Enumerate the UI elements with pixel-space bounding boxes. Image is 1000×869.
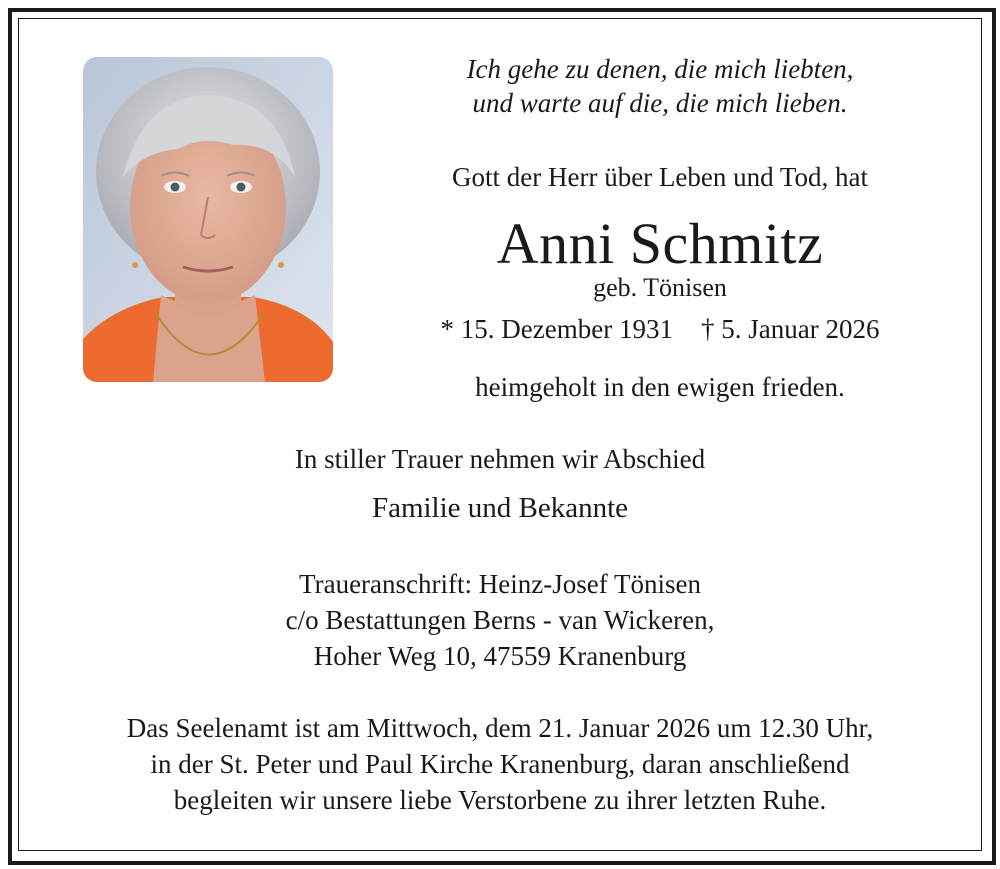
birth-name: geb. Tönisen [593, 273, 727, 302]
intro-text: Gott der Herr über Leben und Tod, hat [452, 162, 868, 192]
service-line: Das Seelenamt ist am Mittwoch, dem 21. Januar 2026 um 12.30 Uhr, [126, 713, 874, 743]
family-signature: Familie und Bekannte [371, 492, 629, 524]
memorial-poem [360, 52, 960, 120]
address-line: Hoher Weg 10, 47559 Kranenburg [313, 641, 687, 671]
mourning-line: In stiller Trauer nehmen wir Abschied [294, 444, 706, 474]
address-line: Traueranschrift: Heinz-Josef Tönisen [299, 569, 701, 599]
address-line: c/o Bestattungen Berns - van Wickeren, [285, 605, 715, 635]
portrait-photo [83, 57, 333, 382]
service-info [20, 710, 980, 818]
birth-date: * 15. Dezember 1931 [440, 314, 673, 344]
poem-line: und warte auf die, die mich lieben. [472, 88, 848, 118]
outro-text: heimgeholt in den ewigen frieden. [475, 372, 845, 402]
deceased-name: Anni Schmitz [496, 211, 824, 276]
service-line: begleiten wir unsere liebe Verstorbene zu ihrer letzten Ruhe. [173, 785, 827, 815]
death-date: † 5. Januar 2026 [700, 314, 880, 344]
mourning-address [20, 566, 980, 674]
poem-line: Ich gehe zu denen, die mich liebten, [466, 54, 854, 84]
life-dates [360, 312, 960, 346]
service-line: in der St. Peter und Paul Kirche Kranenburg, daran anschließend [150, 749, 850, 779]
